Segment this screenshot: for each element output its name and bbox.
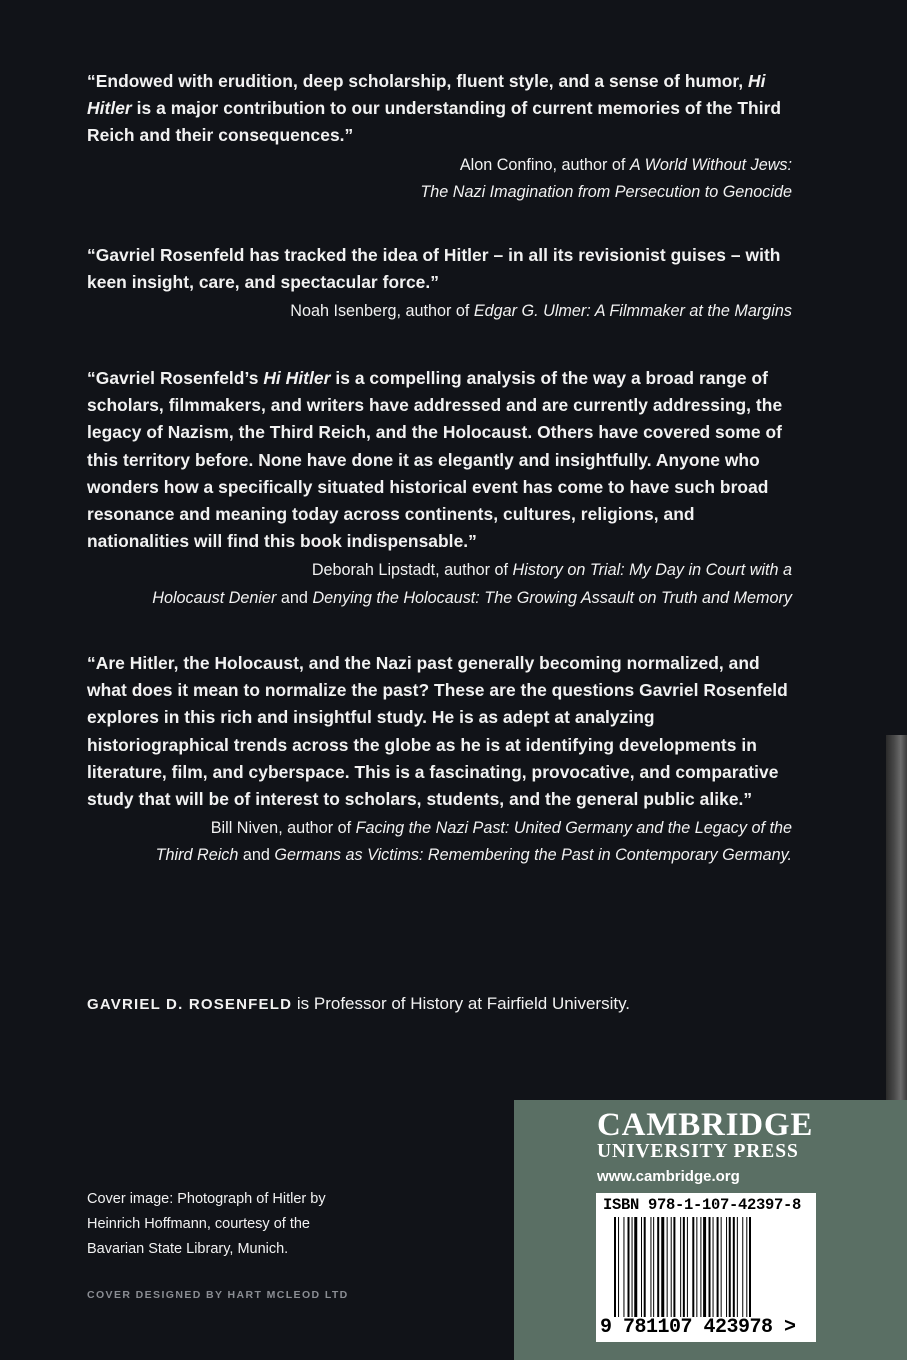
barcode-bar — [628, 1217, 630, 1317]
barcode-bar — [737, 1217, 738, 1317]
credit-line: Cover image: Photograph of Hitler by — [87, 1191, 326, 1207]
barcode-bar — [618, 1217, 619, 1317]
barcode-bar — [703, 1217, 706, 1317]
endorsement-1 — [87, 68, 792, 206]
barcode-panel — [596, 1193, 816, 1342]
author-bio — [87, 990, 787, 1018]
publisher-url: www.cambridge.org — [597, 1168, 740, 1185]
barcode-bar — [726, 1217, 727, 1317]
endorsement-attribution: Alon Confino, author of A World Without Jews: The Nazi Imagination from Persecution to Genocide — [420, 155, 792, 201]
endorsement-text: “Are Hitler, the Holocaust, and the Nazi past generally becoming normalized, and what does it mean to normalize the past? These are the questions Gavriel Rosenfeld explores in this rich and insightful study. He is as adept at analyzing historiographical trends across the globe as he is at identifying developments in literature, film, and cyberspace. This is a fascinating, provocative, and comparative study that will be of interest to scholars, students, and the general public alike.” — [87, 653, 788, 810]
barcode-bar — [687, 1217, 688, 1317]
endorsement-attribution: Bill Niven, author of Facing the Nazi Past: United Germany and the Legacy of the Third Reich and Germans as Victims: Remembering the Past in Contemporary Germany. — [155, 819, 792, 865]
barcode-bar — [653, 1217, 654, 1317]
publisher-logo-name: CAMBRIDGE — [597, 1107, 814, 1143]
endorsement-4 — [87, 650, 792, 870]
barcode-bar — [650, 1217, 651, 1317]
barcode-bar — [623, 1217, 624, 1317]
barcode-bar — [680, 1217, 681, 1317]
endorsement-attribution: Noah Isenberg, author of Edgar G. Ulmer: A Filmmaker at the Margins — [290, 302, 792, 321]
barcode-bar — [692, 1217, 694, 1317]
cover-image-credit — [87, 1187, 387, 1262]
cover-photo-edge — [886, 735, 907, 1100]
endorsement-attribution: Deborah Lipstadt, author of History on Trial: My Day in Court with a Holocaust Denier and Denying the Holocaust: The Growing Assault on Truth and Memory — [152, 561, 792, 607]
barcode-bar — [683, 1217, 685, 1317]
barcode-bar — [667, 1217, 668, 1317]
credit-line: Bavarian State Library, Munich. — [87, 1241, 289, 1257]
barcode-bar — [746, 1217, 747, 1317]
endorsement-text: “Gavriel Rosenfeld’s Hi Hitler is a compelling analysis of the way a broad range of scholars, filmmakers, and writers have addressed and are currently addressing, the legacy of Nazism, the Third Reich, and the Holocaust. Others have covered some of this territory before. None have done it as elegantly and insightfully. Anyone who wonders how a specifically situated historical event has come to have such broad resonance and meaning today across continents, cultures, religions, and nationalities will find this book indispensable.” — [87, 368, 783, 552]
barcode-bar — [657, 1217, 659, 1317]
barcode-bar — [733, 1217, 735, 1317]
barcode-bar — [696, 1217, 697, 1317]
barcode-bar — [661, 1217, 664, 1317]
endorsement-text: “Gavriel Rosenfeld has tracked the idea of Hitler – in all its revisionist guises – with keen insight, care, and spectacular force.” — [87, 245, 781, 293]
barcode-bar — [673, 1217, 675, 1317]
endorsement-text: “Endowed with erudition, deep scholarship, fluent style, and a sense of humor, Hi Hitler is a major contribution to our understanding of current memories of the Third Reich and their consequences.” — [87, 71, 782, 146]
endorsement-3 — [87, 365, 792, 612]
barcode-bar — [614, 1217, 616, 1317]
credit-line: Heinrich Hoffmann, courtesy of the — [87, 1216, 310, 1232]
barcode-bar — [644, 1217, 646, 1317]
cover-designer-credit: COVER DESIGNED BY HART MCLEOD LTD — [87, 1289, 349, 1301]
barcode-bar — [709, 1217, 711, 1317]
barcode-digits: 9 781107 423978 > — [600, 1316, 796, 1339]
barcode-bar — [700, 1217, 701, 1317]
barcode-bar — [641, 1217, 642, 1317]
barcode-bar — [632, 1217, 633, 1317]
endorsement-2 — [87, 242, 792, 326]
barcode-bar — [671, 1217, 672, 1317]
isbn-number: ISBN 978-1-107-42397-8 — [603, 1196, 802, 1214]
barcode-bar — [729, 1217, 731, 1317]
barcode-bar — [749, 1217, 751, 1317]
barcode-icon — [614, 1217, 804, 1317]
barcode-bar — [634, 1217, 637, 1317]
barcode-bar — [717, 1217, 719, 1317]
publisher-panel — [514, 1100, 907, 1360]
author-bio-text: is Professor of History at Fairfield University. — [292, 994, 631, 1013]
barcode-bar — [742, 1217, 743, 1317]
publisher-logo-sub: UNIVERSITY PRESS — [597, 1141, 799, 1162]
barcode-bar — [713, 1217, 714, 1317]
author-name: GAVRIEL D. ROSENFELD — [87, 996, 293, 1013]
barcode-bar — [721, 1217, 722, 1317]
